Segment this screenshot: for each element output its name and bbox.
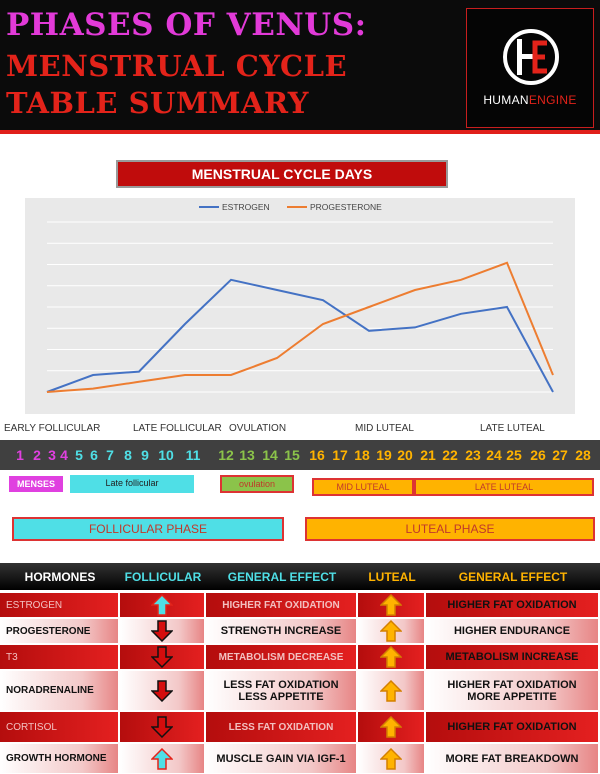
line-chart bbox=[25, 198, 575, 414]
follicular-arrow bbox=[120, 645, 204, 669]
follicular-arrow bbox=[120, 712, 204, 742]
effect-text: HIGHER FAT OXIDATION bbox=[222, 599, 340, 611]
follicular-arrow bbox=[120, 593, 204, 617]
arrow-up-icon bbox=[380, 680, 402, 702]
legend-item-progesterone bbox=[287, 202, 382, 212]
luteal-arrow bbox=[358, 712, 424, 742]
follicular-phase-box: FOLLICULAR PHASE bbox=[12, 517, 284, 541]
effect-text: MUSCLE GAIN VIA IGF-1 bbox=[216, 752, 346, 765]
header-hormones: HORMONES bbox=[0, 563, 120, 590]
logo-text: HUMANENGINE bbox=[483, 93, 577, 107]
hormone-name: PROGESTERONE bbox=[0, 619, 118, 643]
effect-text: LESS FAT OXIDATION bbox=[228, 721, 334, 733]
day-15: 15 bbox=[284, 447, 300, 463]
day-6: 6 bbox=[90, 447, 98, 463]
day-7: 7 bbox=[106, 447, 114, 463]
hormone-table bbox=[0, 563, 600, 774]
follicular-arrow bbox=[120, 671, 204, 710]
day-10: 10 bbox=[158, 447, 174, 463]
day-9: 9 bbox=[141, 447, 149, 463]
day-18: 18 bbox=[354, 447, 370, 463]
follicular-effect bbox=[206, 671, 356, 710]
follicular-arrow bbox=[120, 619, 204, 643]
arrow-up-icon bbox=[151, 594, 173, 616]
label-late-luteal: LATE LUTEAL bbox=[480, 423, 545, 434]
header-general-effect-luteal: GENERAL EFFECT bbox=[426, 563, 600, 590]
header-follicular: FOLLICULAR bbox=[120, 563, 206, 590]
label-ovulation: OVULATION bbox=[229, 423, 287, 434]
menses-tag: MENSES bbox=[8, 475, 64, 493]
day-16: 16 bbox=[309, 447, 325, 463]
arrow-up-icon bbox=[151, 748, 173, 770]
title-line-3: TABLE SUMMARY bbox=[6, 86, 309, 120]
luteal-effect bbox=[426, 712, 598, 742]
follicular-arrow bbox=[120, 744, 204, 773]
mid-luteal-tag: MID LUTEAL bbox=[312, 478, 414, 496]
effect-text: HIGHER FAT OXIDATION bbox=[447, 678, 577, 691]
effect-text: HIGHER FAT OXIDATION bbox=[447, 721, 577, 733]
day-1: 1 bbox=[16, 447, 24, 463]
label-late-follicular: LATE FOLLICULAR bbox=[133, 423, 222, 434]
follicular-effect bbox=[206, 744, 356, 773]
label-early-follicular: EARLY FOLLICULAR bbox=[4, 423, 101, 434]
arrow-up-icon bbox=[380, 748, 402, 770]
effect-text: STRENGTH INCREASE bbox=[220, 625, 342, 637]
day-3: 3 bbox=[48, 447, 56, 463]
day-23: 23 bbox=[465, 447, 481, 463]
day-28: 28 bbox=[575, 447, 591, 463]
arrow-down-icon bbox=[151, 716, 173, 738]
arrow-down-icon bbox=[151, 680, 173, 702]
luteal-phase-box: LUTEAL PHASE bbox=[305, 517, 595, 541]
chart-title: MENSTRUAL CYCLE DAYS bbox=[116, 160, 448, 188]
ovulation-tag: ovulation bbox=[220, 475, 294, 493]
day-20: 20 bbox=[397, 447, 413, 463]
follicular-effect bbox=[206, 712, 356, 742]
legend-item-estrogen bbox=[199, 202, 270, 212]
late-luteal-tag: LATE LUTEAL bbox=[414, 478, 594, 496]
hormone-name: CORTISOL bbox=[0, 712, 118, 742]
day-19: 19 bbox=[376, 447, 392, 463]
late-follicular-tag: Late follicular bbox=[70, 475, 194, 493]
luteal-effect bbox=[426, 645, 598, 669]
arrow-up-icon bbox=[380, 716, 402, 738]
hormone-name: GROWTH HORMONE bbox=[0, 744, 118, 773]
series-line-estrogen bbox=[47, 280, 553, 392]
follicular-effect bbox=[206, 593, 356, 617]
arrow-down-icon bbox=[151, 646, 173, 668]
luteal-arrow bbox=[358, 645, 424, 669]
effect-text: METABOLISM DECREASE bbox=[218, 651, 344, 663]
header-luteal: LUTEAL bbox=[358, 563, 426, 590]
luteal-arrow bbox=[358, 671, 424, 710]
cycle-days-bar bbox=[0, 440, 600, 470]
effect-text: MORE FAT BREAKDOWN bbox=[445, 752, 579, 765]
luteal-effect bbox=[426, 619, 598, 643]
day-2: 2 bbox=[33, 447, 41, 463]
luteal-effect bbox=[426, 593, 598, 617]
title-line-2: MENSTRUAL CYCLE bbox=[6, 49, 348, 83]
effect-text: METABOLISM INCREASE bbox=[445, 651, 579, 663]
day-24: 24 bbox=[486, 447, 502, 463]
arrow-up-icon bbox=[380, 620, 402, 642]
human-engine-logo bbox=[466, 8, 594, 128]
day-21: 21 bbox=[420, 447, 436, 463]
header-general-effect-follicular: GENERAL EFFECT bbox=[206, 563, 358, 590]
day-5: 5 bbox=[75, 447, 83, 463]
he-logo-icon bbox=[499, 25, 563, 89]
label-mid-luteal: MID LUTEAL bbox=[355, 423, 414, 434]
arrow-down-icon bbox=[151, 620, 173, 642]
day-12: 12 bbox=[218, 447, 234, 463]
legend-label: ESTROGEN bbox=[222, 202, 270, 212]
day-27: 27 bbox=[552, 447, 568, 463]
effect-text: LESS FAT OXIDATION bbox=[223, 678, 339, 691]
hormone-name: T3 bbox=[0, 645, 118, 669]
day-17: 17 bbox=[332, 447, 348, 463]
effect-text: MORE APPETITE bbox=[467, 690, 557, 703]
day-4: 4 bbox=[60, 447, 68, 463]
effect-text: HIGHER FAT OXIDATION bbox=[447, 599, 577, 611]
follicular-effect bbox=[206, 619, 356, 643]
day-22: 22 bbox=[442, 447, 458, 463]
day-14: 14 bbox=[262, 447, 278, 463]
chart-svg bbox=[25, 198, 575, 414]
luteal-arrow bbox=[358, 744, 424, 773]
effect-text: LESS APPETITE bbox=[238, 690, 324, 703]
day-13: 13 bbox=[239, 447, 255, 463]
day-8: 8 bbox=[124, 447, 132, 463]
legend-label: PROGESTERONE bbox=[310, 202, 382, 212]
luteal-arrow bbox=[358, 593, 424, 617]
day-25: 25 bbox=[506, 447, 522, 463]
luteal-effect bbox=[426, 744, 598, 773]
arrow-up-icon bbox=[380, 594, 402, 616]
header-banner bbox=[0, 0, 600, 134]
effect-text: HIGHER ENDURANCE bbox=[453, 625, 571, 637]
luteal-effect bbox=[426, 671, 598, 710]
day-26: 26 bbox=[530, 447, 546, 463]
luteal-arrow bbox=[358, 619, 424, 643]
arrow-up-icon bbox=[380, 646, 402, 668]
hormone-name: ESTROGEN bbox=[0, 593, 118, 617]
day-11: 11 bbox=[185, 447, 201, 463]
title-line-1: PHASES OF VENUS: bbox=[6, 7, 367, 43]
follicular-effect bbox=[206, 645, 356, 669]
hormone-name: NORADRENALINE bbox=[0, 671, 118, 710]
